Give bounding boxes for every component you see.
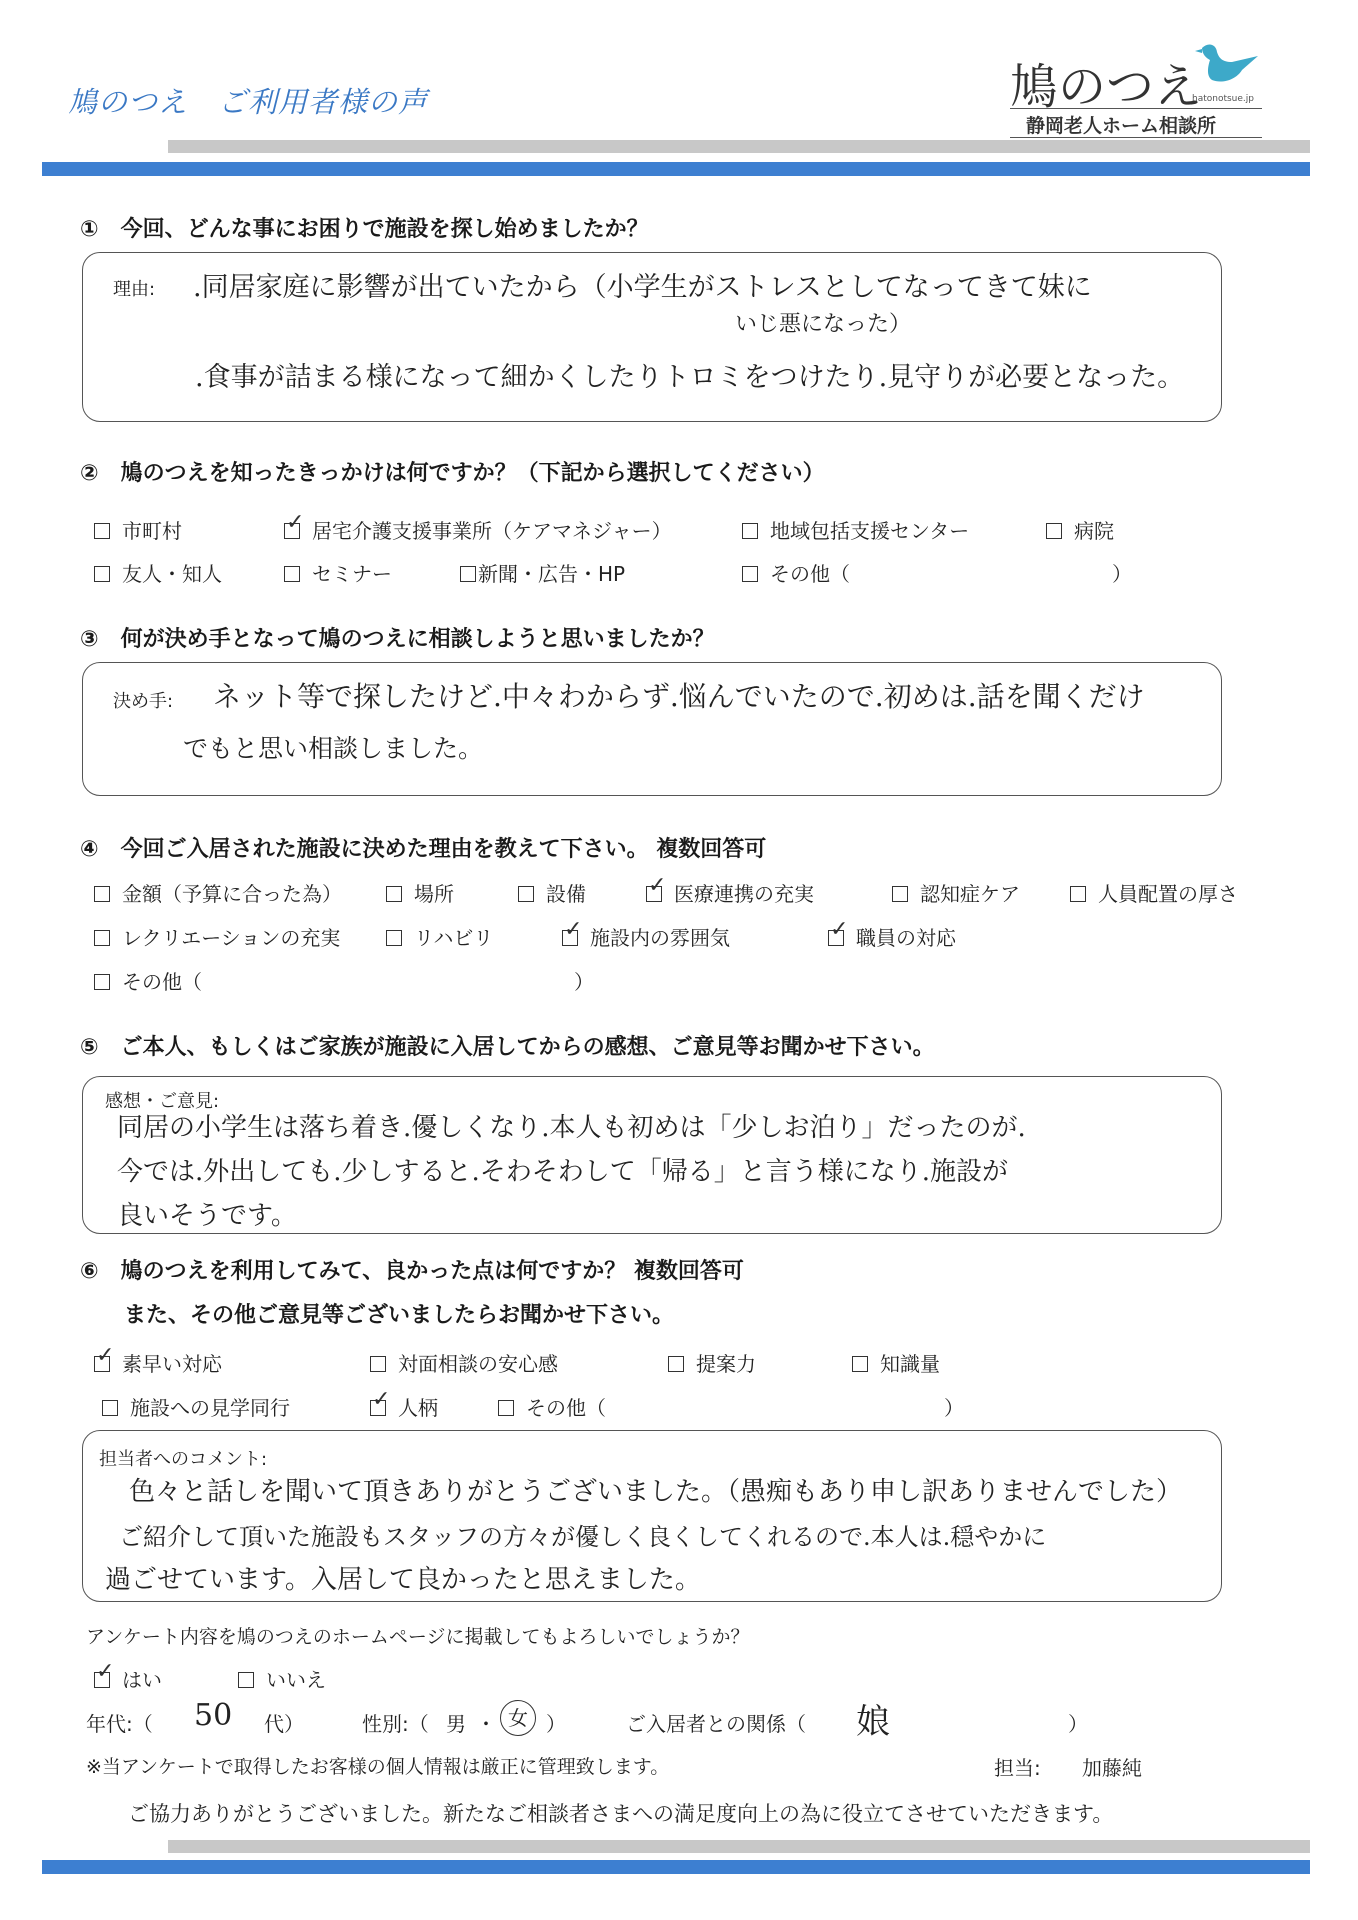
checkbox[interactable] bbox=[386, 886, 402, 902]
reason-label: 理由: bbox=[113, 279, 156, 300]
question-3: ③ 何が決め手となって鳩のつえに相談しようと思いましたか？ bbox=[80, 627, 715, 652]
impression-box bbox=[82, 1076, 1222, 1234]
gender-close: ） bbox=[546, 1712, 566, 1736]
reason-line-2: いじ悪になった） bbox=[735, 312, 912, 337]
impression-label: 感想・ご意見: bbox=[105, 1091, 220, 1112]
option-knowledge[interactable]: 知識量 bbox=[852, 1348, 940, 1377]
privacy-note: ※当アンケートで取得したお客様の個人情報は厳正に管理致します。 bbox=[86, 1756, 670, 1778]
footer-thanks: ご協力ありがとうございました。新たなご相談者さまへの満足度向上の為に役立てさせていただきます。 bbox=[128, 1802, 1114, 1826]
checkbox[interactable] bbox=[1046, 523, 1062, 539]
gender-female: 女 bbox=[500, 1700, 536, 1736]
option-other-4[interactable]: その他（ bbox=[94, 966, 202, 995]
checkbox[interactable] bbox=[94, 974, 110, 990]
option-dementia-care[interactable]: 認知症ケア bbox=[892, 878, 1020, 907]
checkbox[interactable] bbox=[852, 1356, 868, 1372]
checkbox[interactable] bbox=[94, 523, 110, 539]
checkbox-checked[interactable] bbox=[562, 930, 578, 946]
staff-name: 加藤純 bbox=[1082, 1756, 1142, 1780]
reason-line-1: .同居家庭に影響が出ていたから（小学生がストレスとしてなってきて妹に bbox=[193, 272, 1092, 303]
gender-female-circled[interactable] bbox=[500, 1700, 536, 1736]
header-band-gray bbox=[168, 140, 1310, 153]
question-6: ⑥ 鳩のつえを利用してみて、良かった点は何ですか？ 複数回答可 bbox=[80, 1259, 744, 1284]
option-face-to-face[interactable]: 対面相談の安心感 bbox=[370, 1348, 558, 1377]
checkbox-checked[interactable] bbox=[646, 886, 662, 902]
option-other-6[interactable]: その他（ bbox=[498, 1392, 606, 1421]
deciding-factor-line-1: ネット等で探したけど.中々わからず.悩んでいたので.初めは.話を聞くだけ bbox=[213, 680, 1145, 713]
relation-close: ） bbox=[1068, 1712, 1088, 1736]
comment-line-2: ご紹介して頂いた施設もスタッフの方々が優しく良くしてくれるので.本人は.穏やかに bbox=[119, 1523, 1047, 1551]
checkbox[interactable] bbox=[742, 566, 758, 582]
option-location[interactable]: 場所 bbox=[386, 878, 454, 907]
checkbox[interactable] bbox=[102, 1400, 118, 1416]
logo-text: 鳩のつえ bbox=[1010, 59, 1203, 115]
option-other-close: ） bbox=[1112, 562, 1132, 586]
page-title: 鳩のつえ ご利用者様の声 bbox=[68, 85, 429, 119]
comment-label: 担当者へのコメント: bbox=[99, 1449, 268, 1470]
option-quick-response[interactable]: ✓素早い対応 bbox=[94, 1348, 222, 1377]
impression-line-2: 今では.外出しても.少しすると.そわそわして「帰る」と言う様になり.施設が bbox=[117, 1157, 1009, 1187]
option-other-6-close: ） bbox=[944, 1396, 964, 1420]
deciding-factor-box bbox=[82, 662, 1222, 796]
option-seminar[interactable]: セミナー bbox=[284, 558, 392, 587]
checkbox-checked[interactable] bbox=[370, 1400, 386, 1416]
option-newspaper[interactable]: 新聞・広告・HP bbox=[460, 558, 625, 587]
checkbox[interactable] bbox=[742, 523, 758, 539]
comment-line-1: 色々と話しを聞いて頂きありがとうございました。（愚痴もあり申し訳ありませんでした） bbox=[129, 1477, 1183, 1507]
consent-yes[interactable]: ✓はい bbox=[94, 1664, 162, 1693]
footer-band-gray bbox=[168, 1840, 1310, 1853]
checkbox[interactable] bbox=[238, 1672, 254, 1688]
logo-subtitle: 静岡老人ホーム相談所 bbox=[1010, 108, 1262, 138]
question-5: ⑤ ご本人、もしくはご家族が施設に入居してからの感想、ご意見等お聞かせ下さい。 bbox=[80, 1035, 935, 1060]
checkbox[interactable] bbox=[94, 566, 110, 582]
footer-band-blue bbox=[42, 1860, 1310, 1874]
checkbox[interactable] bbox=[94, 930, 110, 946]
impression-line-3: 良いそうです。 bbox=[117, 1201, 297, 1231]
option-tour[interactable]: 施設への見学同行 bbox=[102, 1392, 290, 1421]
gender-separator: ・ bbox=[476, 1712, 496, 1736]
option-equipment[interactable]: 設備 bbox=[518, 878, 586, 907]
checkbox-checked[interactable] bbox=[94, 1356, 110, 1372]
checkbox-checked[interactable] bbox=[284, 523, 300, 539]
relation-label: ご入居者との関係（ bbox=[626, 1712, 806, 1736]
question-6-sub: また、その他ご意見等ございましたらお聞かせ下さい。 bbox=[124, 1303, 675, 1328]
checkbox-checked[interactable] bbox=[828, 930, 844, 946]
logo-url: hatonotsue.jp bbox=[1192, 94, 1254, 104]
question-1: ① 今回、どんな事にお困りで施設を探し始めましたか？ bbox=[80, 217, 649, 242]
pigeon-logo-icon bbox=[1192, 40, 1262, 88]
checkbox[interactable] bbox=[668, 1356, 684, 1372]
option-recreation[interactable]: レクリエーションの充実 bbox=[94, 922, 340, 951]
option-proposal[interactable]: 提案力 bbox=[668, 1348, 756, 1377]
gender-label: 性別:（ bbox=[362, 1712, 429, 1736]
checkbox[interactable] bbox=[94, 886, 110, 902]
reason-line-3: .食事が詰まる様になって細かくしたりトロミをつけたり.見守りが必要となった。 bbox=[195, 362, 1185, 393]
checkbox-checked[interactable] bbox=[94, 1672, 110, 1688]
checkbox[interactable] bbox=[518, 886, 534, 902]
header-band-blue bbox=[42, 162, 1310, 176]
age-suffix: 代） bbox=[264, 1712, 304, 1736]
checkbox[interactable] bbox=[1070, 886, 1086, 902]
consent-question: アンケート内容を鳩のつえのホームページに掲載してもよろしいでしょうか？ bbox=[86, 1626, 750, 1648]
option-hospital[interactable]: 病院 bbox=[1046, 515, 1114, 544]
deciding-factor-line-2: でもと思い相談しました。 bbox=[183, 734, 484, 763]
impression-line-1: 同居の小学生は落ち着き.優しくなり.本人も初めは「少しお泊り」だったのが. bbox=[117, 1113, 1026, 1143]
checkbox[interactable] bbox=[460, 566, 476, 582]
option-other-4-close: ） bbox=[574, 970, 594, 994]
checkbox[interactable] bbox=[498, 1400, 514, 1416]
checkbox[interactable] bbox=[892, 886, 908, 902]
option-medical[interactable]: ✓ 医療連携の充実 bbox=[646, 878, 814, 907]
option-price[interactable]: 金額（予算に合った為） bbox=[94, 878, 342, 907]
checkbox[interactable] bbox=[284, 566, 300, 582]
option-care-manager[interactable]: ✓ 居宅介護支援事業所（ケアマネジャー） bbox=[284, 515, 672, 544]
option-friend[interactable]: 友人・知人 bbox=[94, 558, 222, 587]
option-other[interactable]: その他（ bbox=[742, 558, 850, 587]
option-staffing[interactable]: 人員配置の厚さ bbox=[1070, 878, 1238, 907]
comment-box bbox=[82, 1430, 1222, 1602]
checkbox[interactable] bbox=[370, 1356, 386, 1372]
question-2: ② 鳩のつえを知ったきっかけは何ですか？（下記から選択してください） bbox=[80, 461, 825, 486]
checkbox[interactable] bbox=[386, 930, 402, 946]
option-chiiki-center[interactable]: 地域包括支援センター bbox=[742, 515, 969, 544]
relation-value[interactable]: 娘 bbox=[856, 1702, 890, 1742]
comment-line-3: 過ごせています。入居して良かったと思えました。 bbox=[105, 1565, 701, 1595]
staff-label: 担当: bbox=[994, 1756, 1041, 1780]
gender-male[interactable]: 男 bbox=[446, 1712, 466, 1736]
deciding-factor-label: 決め手: bbox=[113, 691, 174, 712]
age-label: 年代:（ bbox=[86, 1712, 153, 1736]
option-shichoson[interactable]: 市町村 bbox=[94, 515, 182, 544]
option-staff-response[interactable]: ✓ 職員の対応 bbox=[828, 922, 956, 951]
question-4: ④ 今回ご入居された施設に決めた理由を教えて下さい。 複数回答可 bbox=[80, 837, 767, 862]
consent-no[interactable]: いいえ bbox=[238, 1664, 326, 1693]
reason-box bbox=[82, 252, 1222, 422]
option-personality[interactable]: ✓ 人柄 bbox=[370, 1392, 438, 1421]
option-rehab[interactable]: リハビリ bbox=[386, 922, 493, 951]
age-value[interactable]: 50 bbox=[194, 1698, 233, 1733]
option-atmosphere[interactable]: ✓ 施設内の雰囲気 bbox=[562, 922, 730, 951]
